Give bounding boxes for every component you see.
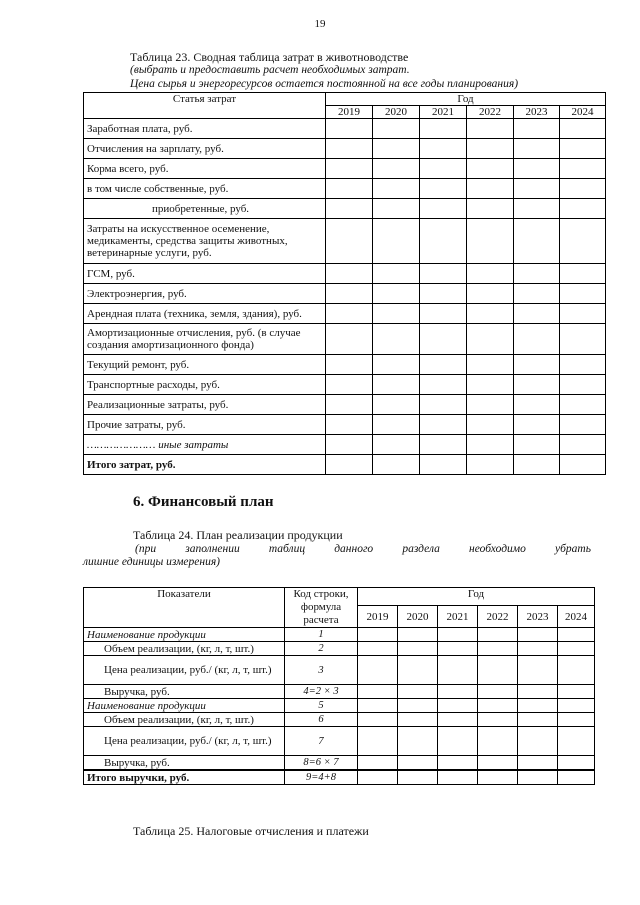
cost-item-label: Прочие затраты, руб. bbox=[84, 415, 326, 435]
value-cell[interactable] bbox=[398, 699, 438, 713]
table-row bbox=[84, 713, 595, 727]
col-header-code: Код строки, формула расчета bbox=[285, 588, 358, 628]
row-code: 4=2 × 3 bbox=[285, 685, 358, 699]
cost-item-label: Затраты на искусственное осеменение, медикаменты, средства защиты животных, ветеринарные услуги, руб. bbox=[84, 219, 326, 264]
table-row-total bbox=[84, 455, 606, 475]
value-cell[interactable] bbox=[358, 727, 398, 756]
value-cell[interactable] bbox=[467, 199, 514, 219]
table-row bbox=[84, 304, 606, 324]
value-cell[interactable] bbox=[420, 435, 467, 455]
value-cell[interactable] bbox=[373, 415, 420, 435]
value-cell[interactable] bbox=[438, 770, 478, 785]
value-cell[interactable] bbox=[420, 355, 467, 375]
value-cell[interactable] bbox=[358, 628, 398, 642]
value-cell[interactable] bbox=[373, 304, 420, 324]
row-code: 2 bbox=[285, 642, 358, 656]
value-cell[interactable] bbox=[398, 727, 438, 756]
total-label: Итого выручки, руб. bbox=[84, 770, 285, 785]
value-cell[interactable] bbox=[438, 756, 478, 771]
value-cell[interactable] bbox=[560, 395, 606, 415]
value-cell[interactable] bbox=[560, 159, 606, 179]
value-cell[interactable] bbox=[358, 685, 398, 699]
table-row bbox=[84, 435, 606, 455]
year-header: 2021 bbox=[438, 606, 478, 628]
value-cell[interactable] bbox=[518, 642, 558, 656]
year-header: 2022 bbox=[478, 606, 518, 628]
value-cell[interactable] bbox=[467, 219, 514, 264]
value-cell[interactable] bbox=[398, 756, 438, 771]
row-label: Наименование продукции bbox=[84, 628, 285, 642]
sales-plan-table bbox=[83, 587, 595, 785]
value-cell[interactable] bbox=[373, 219, 420, 264]
note-word: необходимо bbox=[468, 543, 526, 555]
value-cell[interactable] bbox=[514, 179, 560, 199]
table25-caption: Таблица 25. Налоговые отчисления и платежи bbox=[133, 824, 369, 838]
col-header-year: Год bbox=[326, 93, 606, 106]
row-label: Объем реализации, (кг, л, т, шт.) bbox=[84, 642, 285, 656]
value-cell[interactable] bbox=[514, 324, 560, 355]
value-cell[interactable] bbox=[514, 415, 560, 435]
value-cell[interactable] bbox=[560, 415, 606, 435]
row-label: Объем реализации, (кг, л, т, шт.) bbox=[84, 713, 285, 727]
row-code: 6 bbox=[285, 713, 358, 727]
value-cell[interactable] bbox=[558, 713, 595, 727]
page-number: 19 bbox=[314, 18, 326, 30]
table-row bbox=[84, 756, 595, 771]
table-row bbox=[84, 628, 595, 642]
value-cell[interactable] bbox=[438, 699, 478, 713]
row-code: 8=6 × 7 bbox=[285, 756, 358, 771]
value-cell[interactable] bbox=[326, 139, 373, 159]
value-cell[interactable] bbox=[420, 455, 467, 475]
value-cell[interactable] bbox=[560, 219, 606, 264]
value-cell[interactable] bbox=[514, 139, 560, 159]
value-cell[interactable] bbox=[438, 628, 478, 642]
cost-item-label: ………………… иные затраты bbox=[84, 435, 326, 455]
value-cell[interactable] bbox=[478, 642, 518, 656]
cost-item-label: Текущий ремонт, руб. bbox=[84, 355, 326, 375]
row-label: Наименование продукции bbox=[84, 699, 285, 713]
value-cell[interactable] bbox=[467, 159, 514, 179]
value-cell[interactable] bbox=[558, 656, 595, 685]
table-row bbox=[84, 324, 606, 355]
value-cell[interactable] bbox=[326, 324, 373, 355]
table-row bbox=[84, 415, 606, 435]
year-header: 2024 bbox=[560, 106, 606, 119]
value-cell[interactable] bbox=[560, 455, 606, 475]
table-row bbox=[84, 139, 606, 159]
cost-item-label: Заработная плата, руб. bbox=[84, 119, 326, 139]
value-cell[interactable] bbox=[420, 284, 467, 304]
value-cell[interactable] bbox=[560, 264, 606, 284]
value-cell[interactable] bbox=[373, 395, 420, 415]
value-cell[interactable] bbox=[560, 179, 606, 199]
value-cell[interactable] bbox=[398, 713, 438, 727]
value-cell[interactable] bbox=[514, 264, 560, 284]
value-cell[interactable] bbox=[467, 395, 514, 415]
table-row bbox=[84, 199, 606, 219]
row-code: 1 bbox=[285, 628, 358, 642]
table23-caption: Таблица 23. Сводная таблица затрат в животноводстве bbox=[130, 50, 409, 64]
value-cell[interactable] bbox=[518, 656, 558, 685]
table-row bbox=[84, 375, 606, 395]
year-header: 2021 bbox=[420, 106, 467, 119]
cost-item-label: Электроэнергия, руб. bbox=[84, 284, 326, 304]
value-cell[interactable] bbox=[326, 415, 373, 435]
value-cell[interactable] bbox=[398, 628, 438, 642]
table-row bbox=[84, 264, 606, 284]
value-cell[interactable] bbox=[514, 159, 560, 179]
value-cell[interactable] bbox=[420, 119, 467, 139]
value-cell[interactable] bbox=[560, 284, 606, 304]
value-cell[interactable] bbox=[326, 395, 373, 415]
col-header-indicators: Показатели bbox=[84, 588, 285, 628]
col-header-item: Статья затрат bbox=[84, 93, 326, 119]
table-row bbox=[84, 159, 606, 179]
value-cell[interactable] bbox=[467, 119, 514, 139]
value-cell[interactable] bbox=[373, 139, 420, 159]
value-cell[interactable] bbox=[467, 415, 514, 435]
value-cell[interactable] bbox=[420, 159, 467, 179]
value-cell[interactable] bbox=[420, 139, 467, 159]
row-label: Цена реализации, руб./ (кг, л, т, шт.) bbox=[84, 727, 285, 756]
value-cell[interactable] bbox=[358, 713, 398, 727]
cost-item-label: Корма всего, руб. bbox=[84, 159, 326, 179]
table-row bbox=[84, 699, 595, 713]
value-cell[interactable] bbox=[420, 199, 467, 219]
value-cell[interactable] bbox=[373, 455, 420, 475]
value-cell[interactable] bbox=[560, 139, 606, 159]
value-cell[interactable] bbox=[558, 685, 595, 699]
value-cell[interactable] bbox=[373, 159, 420, 179]
value-cell[interactable] bbox=[518, 770, 558, 785]
year-header: 2020 bbox=[373, 106, 420, 119]
value-cell[interactable] bbox=[326, 199, 373, 219]
value-cell[interactable] bbox=[558, 642, 595, 656]
note-word: убрать bbox=[555, 543, 591, 555]
value-cell[interactable] bbox=[478, 628, 518, 642]
cost-item-label: в том числе собственные, руб. bbox=[84, 179, 326, 199]
row-label: Выручка, руб. bbox=[84, 685, 285, 699]
value-cell[interactable] bbox=[467, 455, 514, 475]
table-row bbox=[84, 219, 606, 264]
value-cell[interactable] bbox=[478, 656, 518, 685]
col-header-year: Год bbox=[358, 588, 595, 606]
cost-item-label: Арендная плата (техника, земля, здания), руб. bbox=[84, 304, 326, 324]
value-cell[interactable] bbox=[558, 628, 595, 642]
table-row bbox=[84, 685, 595, 699]
value-cell[interactable] bbox=[558, 727, 595, 756]
value-cell[interactable] bbox=[420, 264, 467, 284]
cost-item-label: ГСМ, руб. bbox=[84, 264, 326, 284]
year-header: 2022 bbox=[467, 106, 514, 119]
value-cell[interactable] bbox=[467, 284, 514, 304]
row-code: 5 bbox=[285, 699, 358, 713]
value-cell[interactable] bbox=[326, 219, 373, 264]
value-cell[interactable] bbox=[438, 656, 478, 685]
table-row bbox=[84, 727, 595, 756]
value-cell[interactable] bbox=[420, 395, 467, 415]
table-row bbox=[84, 642, 595, 656]
value-cell[interactable] bbox=[467, 355, 514, 375]
table-row bbox=[84, 656, 595, 685]
value-cell[interactable] bbox=[560, 304, 606, 324]
value-cell[interactable] bbox=[326, 179, 373, 199]
year-header: 2023 bbox=[514, 106, 560, 119]
value-cell[interactable] bbox=[398, 685, 438, 699]
value-cell[interactable] bbox=[478, 713, 518, 727]
value-cell[interactable] bbox=[467, 179, 514, 199]
value-cell[interactable] bbox=[478, 727, 518, 756]
value-cell[interactable] bbox=[478, 685, 518, 699]
value-cell[interactable] bbox=[373, 199, 420, 219]
value-cell[interactable] bbox=[373, 284, 420, 304]
value-cell[interactable] bbox=[420, 219, 467, 264]
value-cell[interactable] bbox=[514, 455, 560, 475]
note-word: заполнении bbox=[185, 543, 240, 555]
value-cell[interactable] bbox=[358, 699, 398, 713]
value-cell[interactable] bbox=[518, 628, 558, 642]
value-cell[interactable] bbox=[326, 159, 373, 179]
note-word: (при bbox=[135, 543, 157, 555]
value-cell[interactable] bbox=[518, 713, 558, 727]
value-cell[interactable] bbox=[560, 119, 606, 139]
year-header: 2020 bbox=[398, 606, 438, 628]
row-code: 3 bbox=[285, 656, 358, 685]
value-cell[interactable] bbox=[558, 756, 595, 771]
row-code: 7 bbox=[285, 727, 358, 756]
year-header: 2019 bbox=[326, 106, 373, 119]
value-cell[interactable] bbox=[420, 304, 467, 324]
value-cell[interactable] bbox=[373, 324, 420, 355]
table-row bbox=[84, 355, 606, 375]
cost-item-label: Реализационные затраты, руб. bbox=[84, 395, 326, 415]
value-cell[interactable] bbox=[438, 642, 478, 656]
value-cell[interactable] bbox=[514, 395, 560, 415]
value-cell[interactable] bbox=[467, 375, 514, 395]
row-code: 9=4+8 bbox=[285, 770, 358, 785]
year-header: 2024 bbox=[558, 606, 595, 628]
value-cell[interactable] bbox=[518, 699, 558, 713]
value-cell[interactable] bbox=[398, 656, 438, 685]
value-cell[interactable] bbox=[420, 375, 467, 395]
table-row bbox=[84, 119, 606, 139]
table23-note-line2: Цена сырья и энергоресурсов остается постоянной на все годы планирования) bbox=[130, 78, 519, 90]
value-cell[interactable] bbox=[326, 284, 373, 304]
total-label: Итого затрат, руб. bbox=[84, 455, 326, 475]
value-cell[interactable] bbox=[514, 119, 560, 139]
value-cell[interactable] bbox=[467, 324, 514, 355]
value-cell[interactable] bbox=[560, 355, 606, 375]
note-word: раздела bbox=[402, 543, 440, 555]
value-cell[interactable] bbox=[518, 685, 558, 699]
note-word: данного bbox=[334, 543, 374, 555]
value-cell[interactable] bbox=[560, 199, 606, 219]
table23-note-line1: (выбрать и предоставить расчет необходимых затрат. bbox=[130, 64, 410, 76]
note-word: таблиц bbox=[268, 543, 306, 555]
value-cell[interactable] bbox=[514, 355, 560, 375]
value-cell[interactable] bbox=[420, 415, 467, 435]
value-cell[interactable] bbox=[326, 264, 373, 284]
value-cell[interactable] bbox=[467, 139, 514, 159]
value-cell[interactable] bbox=[478, 756, 518, 771]
value-cell[interactable] bbox=[467, 435, 514, 455]
cost-item-label: приобретенные, руб. bbox=[84, 199, 326, 219]
value-cell[interactable] bbox=[518, 727, 558, 756]
value-cell[interactable] bbox=[373, 119, 420, 139]
table-row bbox=[84, 395, 606, 415]
value-cell[interactable] bbox=[358, 656, 398, 685]
table24-note bbox=[83, 543, 591, 569]
value-cell[interactable] bbox=[326, 435, 373, 455]
value-cell[interactable] bbox=[560, 375, 606, 395]
year-header: 2019 bbox=[358, 606, 398, 628]
value-cell[interactable] bbox=[326, 119, 373, 139]
value-cell[interactable] bbox=[514, 284, 560, 304]
value-cell[interactable] bbox=[478, 699, 518, 713]
cost-item-label: Транспортные расходы, руб. bbox=[84, 375, 326, 395]
row-label: Выручка, руб. bbox=[84, 756, 285, 771]
cost-item-label: Амортизационные отчисления, руб. (в случае создания амортизационного фонда) bbox=[84, 324, 326, 355]
year-header: 2023 bbox=[518, 606, 558, 628]
value-cell[interactable] bbox=[373, 264, 420, 284]
value-cell[interactable] bbox=[514, 199, 560, 219]
value-cell[interactable] bbox=[467, 264, 514, 284]
value-cell[interactable] bbox=[373, 179, 420, 199]
value-cell[interactable] bbox=[438, 713, 478, 727]
value-cell[interactable] bbox=[358, 756, 398, 771]
row-label: Цена реализации, руб./ (кг, л, т, шт.) bbox=[84, 656, 285, 685]
value-cell[interactable] bbox=[420, 179, 467, 199]
value-cell[interactable] bbox=[514, 219, 560, 264]
table-row bbox=[84, 284, 606, 304]
value-cell[interactable] bbox=[518, 756, 558, 771]
cost-item-label: Отчисления на зарплату, руб. bbox=[84, 139, 326, 159]
value-cell[interactable] bbox=[398, 770, 438, 785]
value-cell[interactable] bbox=[514, 304, 560, 324]
value-cell[interactable] bbox=[438, 685, 478, 699]
value-cell[interactable] bbox=[467, 304, 514, 324]
value-cell[interactable] bbox=[373, 355, 420, 375]
value-cell[interactable] bbox=[514, 375, 560, 395]
value-cell[interactable] bbox=[358, 770, 398, 785]
value-cell[interactable] bbox=[326, 375, 373, 395]
value-cell[interactable] bbox=[398, 642, 438, 656]
table-row bbox=[84, 179, 606, 199]
cost-summary-table bbox=[83, 92, 606, 475]
table24-caption: Таблица 24. План реализации продукции bbox=[133, 528, 343, 542]
table-row-total bbox=[84, 770, 595, 785]
value-cell[interactable] bbox=[560, 435, 606, 455]
value-cell[interactable] bbox=[478, 770, 518, 785]
value-cell[interactable] bbox=[326, 355, 373, 375]
note-line: лишние единицы измерения) bbox=[83, 556, 221, 568]
value-cell[interactable] bbox=[560, 324, 606, 355]
value-cell[interactable] bbox=[326, 455, 373, 475]
value-cell[interactable] bbox=[558, 699, 595, 713]
value-cell[interactable] bbox=[358, 642, 398, 656]
value-cell[interactable] bbox=[558, 770, 595, 785]
value-cell[interactable] bbox=[420, 324, 467, 355]
value-cell[interactable] bbox=[438, 727, 478, 756]
value-cell[interactable] bbox=[373, 435, 420, 455]
section-title: 6. Финансовый план bbox=[133, 494, 274, 510]
value-cell[interactable] bbox=[373, 375, 420, 395]
value-cell[interactable] bbox=[514, 435, 560, 455]
value-cell[interactable] bbox=[326, 304, 373, 324]
